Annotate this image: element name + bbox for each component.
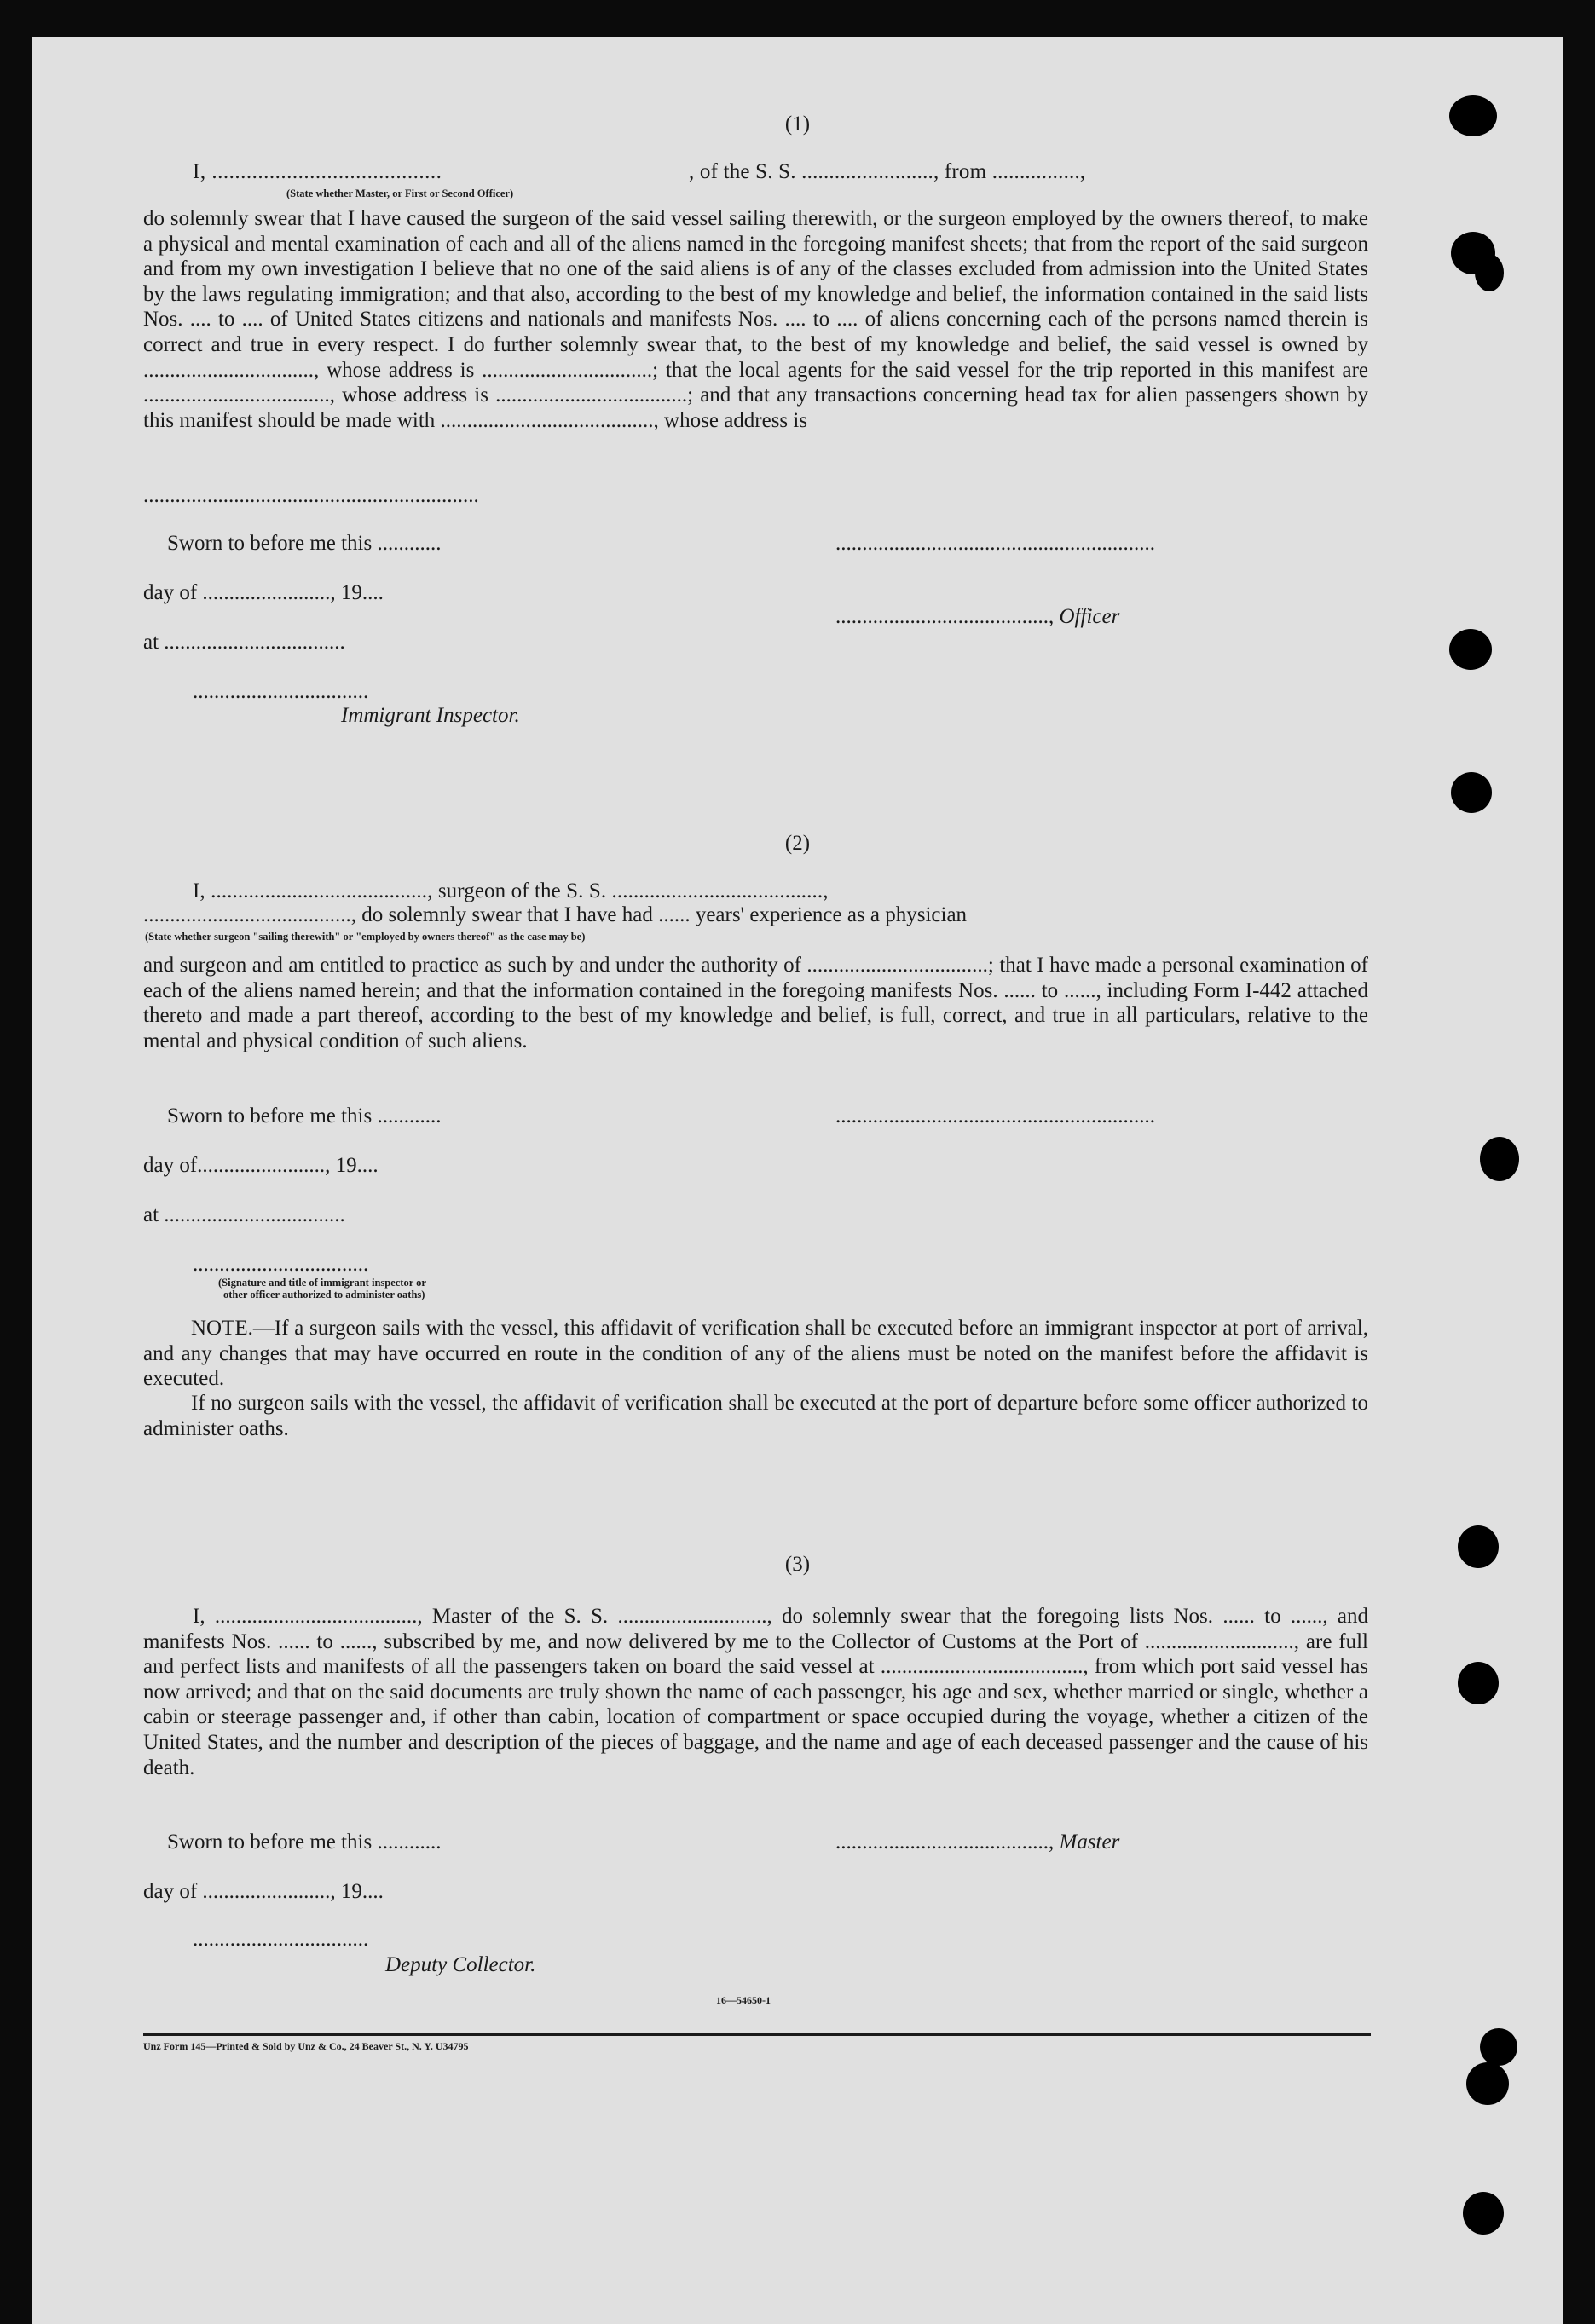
punch-hole xyxy=(1449,629,1492,670)
section-1-inspector-dots: ................................. xyxy=(193,680,369,703)
section-2-line-1: I, ........................................, surgeon of the S. S. ......................................., xyxy=(193,879,829,902)
section-1-number: (1) xyxy=(784,112,811,136)
surgeon-caption: (State whether surgeon "sailing therewith" or "employed by owners thereof" as the case may be) xyxy=(145,931,586,943)
section-3-body: I, ......................................, Master of the S. S. ............................, do solemnly swear that the foregoing lists Nos. ...... to ......, and manifests Nos. ...... to ......, subscribed by me, and now delivered by me to the Collector of Customs at the Port of ............................, are full and perfect lists and manifests of all the passengers taken on board the said vessel at ......................................, from which port said vessel has now arrived; and that on the said documents are truly shown the name of each passenger, his age and sex, whether married or single, whether a cabin or steerage passenger and, if other than cabin, location of compartment or space occupied during the voyage, whether a citizen of the United States, and the number and description of the pieces of baggage, and the name and age of each deceased passenger and the cause of his death. xyxy=(143,1605,1368,1779)
section-3-number: (3) xyxy=(784,1553,811,1576)
section-2-note: NOTE.—If a surgeon sails with the vessel, this affidavit of verification shall be executed before an immigrant inspector at port of arrival, and any changes that may have occurred en route in the condition of any of the aliens must be noted on the manifest before the affidavit is executed. xyxy=(143,1317,1368,1391)
punch-hole xyxy=(1475,254,1504,291)
officer-dots: ........................................, xyxy=(835,605,1055,628)
section-3-collector-dots: ................................. xyxy=(193,1928,369,1951)
section-2-at: at .................................. xyxy=(143,1203,345,1226)
section-1-at: at .................................. xyxy=(143,631,345,654)
section-2-sworn: Sworn to before me this ............ xyxy=(167,1104,442,1127)
footer-rule xyxy=(143,2033,1371,2036)
master-dots: ........................................, xyxy=(835,1831,1055,1854)
section-3-collector-label: Deputy Collector. xyxy=(385,1953,536,1976)
section-2-line-2: ......................................., do solemnly swear that I have had ...... years' experience as a physician xyxy=(143,903,968,926)
section-1-inspector-label: Immigrant Inspector. xyxy=(341,704,520,727)
section-2-body: and surgeon and am entitled to practice as such by and under the authority of ..................................; that I have made a personal examination of each of the aliens named herein; and that the information contained in the foregoing manifests Nos. ...... to ......, including Form I-442 attached thereto and made a part thereof, according to the best of my knowledge and belief, is full, correct, and true in all particulars, relative to the mental and physical condition of such aliens. xyxy=(143,954,1368,1052)
officer-caption: (State whether Master, or First or Second Officer) xyxy=(286,187,514,199)
master-label: Master xyxy=(1059,1831,1120,1854)
officer-label: Officer xyxy=(1059,605,1120,628)
section-1-body-tail: ............................................................... xyxy=(143,484,479,507)
section-1-sworn-signature-line: ............................................................ xyxy=(835,532,1155,555)
section-3-day: day of ........................, 19.... xyxy=(143,1880,384,1903)
section-1-line-1-end: , of the S. S. ........................, from ................, xyxy=(689,160,1086,183)
section-1-sworn: Sworn to before me this ............ xyxy=(167,532,442,555)
punch-hole xyxy=(1451,772,1492,813)
signature-caption-2: other officer authorized to administer oaths) xyxy=(223,1289,425,1300)
section-3-sworn: Sworn to before me this ............ xyxy=(167,1831,442,1854)
section-1-day: day of ........................, 19.... xyxy=(143,581,384,604)
punch-hole xyxy=(1458,1662,1499,1704)
section-1-officer-line xyxy=(835,605,1119,629)
punch-hole xyxy=(1480,2028,1517,2066)
section-2-number: (2) xyxy=(784,832,811,855)
section-3-master-line xyxy=(835,1831,1119,1854)
section-2-day: day of........................, 19.... xyxy=(143,1154,379,1177)
section-1-body: do solemnly swear that I have caused the surgeon of the said vessel sailing therewith, or the surgeon employed by the owners thereof, to make a physical and mental examination of each and all of the aliens named in the foregoing manifest sheets; that from the report of the said surgeon and from my own investigation I believe that no one of the said aliens is of any of the classes excluded from admission into the United States by the laws regulating immigration; and that also, according to the best of my knowledge and belief, the information contained in the said lists Nos. .... to .... of United States citizens and nationals and manifests Nos. .... to .... of aliens concerning each of the persons named therein is correct and true in every respect. I do further solemnly swear that, to the best of my knowledge and belief, the said vessel is owned by ................................, whose address is ................................; that the local agents for the said vessel for the trip reported in this manifest are ..................................., whose address is ....................................; and that any transactions concerning head tax for alien passengers shown by this manifest should be made with ........................................, whose address is xyxy=(143,207,1368,432)
printer-imprint: Unz Form 145—Printed & Sold by Unz & Co., 24 Beaver St., N. Y. U34795 xyxy=(143,2040,469,2052)
section-2-note-2: If no surgeon sails with the vessel, the affidavit of verification shall be executed at the port of departure before some officer authorized to administer oaths. xyxy=(143,1392,1368,1440)
section-2-sworn-signature-line: ............................................................ xyxy=(835,1104,1155,1127)
section-2-signature-dots: ................................. xyxy=(193,1253,369,1276)
punch-hole xyxy=(1466,2062,1509,2105)
section-1-line-1-start: I, ........................................ xyxy=(193,160,442,183)
punch-hole xyxy=(1463,2192,1504,2235)
form-number: 16—54650-1 xyxy=(716,1994,771,2006)
punch-hole xyxy=(1480,1137,1519,1181)
signature-caption-1: (Signature and title of immigrant inspector or xyxy=(218,1277,426,1289)
